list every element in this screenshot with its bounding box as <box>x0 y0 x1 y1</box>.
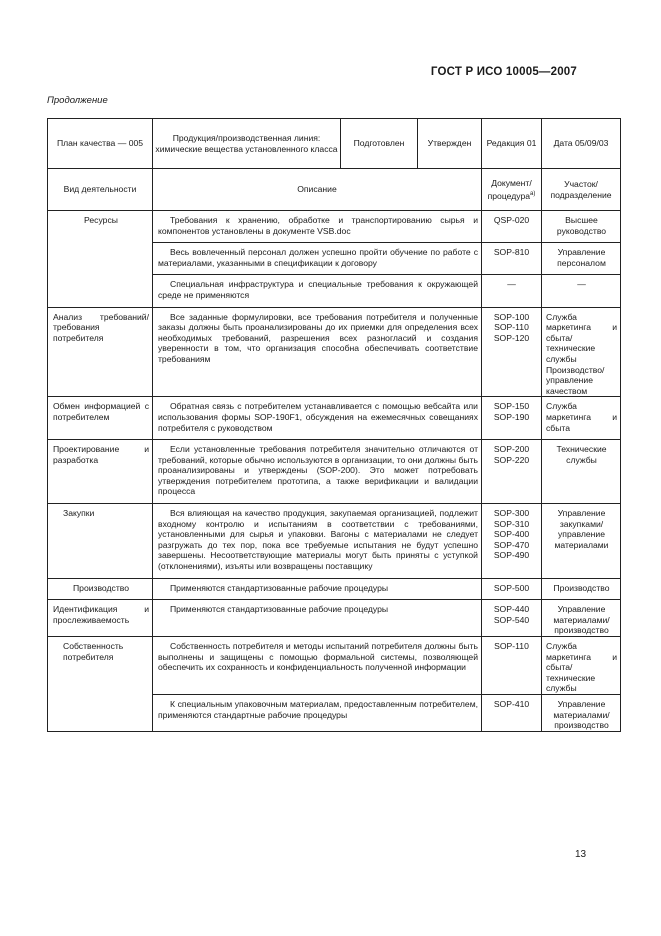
column-document-label: Документ/ процедура <box>487 177 532 201</box>
description-cell: Обратная связь с потребителем устанавливается с помощью вебсайта или использования формы SOP-190F1, обсуждения на ежемесячных совещаниях потребителя с руководством <box>153 397 482 440</box>
header-revision: Редакция 01 <box>482 119 542 169</box>
unit-cell: Управление персоналом <box>542 243 621 275</box>
document-cell: SOP-300 SOP-310 SOP-400 SOP-470 SOP-490 <box>482 504 542 579</box>
description-cell: Весь вовлеченный персонал должен успешно пройти обучение по работе с материалами, указанными в спецификации к договору <box>153 243 482 275</box>
column-document <box>482 169 542 211</box>
activity-resources: Ресурсы <box>48 211 153 308</box>
unit-cell: Технические службы <box>542 440 621 504</box>
description-cell: Специальная инфраструктура и специальные требования к окружающей среде не применяются <box>153 275 482 307</box>
description-cell: Если установленные требования потребителя значительно отличаются от требований, которые обычно используются в организации, то они должны быть проанализированы и утверждены (SOP-200). Это может потребовать утверждения потребителем прототипа, а также верификации и валидации процесса <box>153 440 482 504</box>
unit-cell: Высшее руководство <box>542 211 621 243</box>
table-row <box>48 211 621 243</box>
column-activity: Вид деятельности <box>48 169 153 211</box>
footnote-marker: а) <box>530 190 536 197</box>
unit-cell: Производство <box>542 578 621 600</box>
unit-cell: Управление материалами/ производство <box>542 694 621 731</box>
continuation-label: Продолжение <box>47 95 108 106</box>
table-row <box>48 637 621 695</box>
activity-production: Производство <box>48 578 153 600</box>
header-plan: План качества — 005 <box>48 119 153 169</box>
header-date: Дата 05/09/03 <box>542 119 621 169</box>
activity-requirements-review: Анализ требований/требования потребителя <box>48 307 153 397</box>
table-row <box>48 504 621 579</box>
description-cell: Собственность потребителя и методы испытаний потребителя должны быть выполнены и защищены с помощью формальной системы, позволяющей обеспечить их сохранность и конфиденциальность полученной информации <box>153 637 482 695</box>
table-row <box>48 578 621 600</box>
table-row <box>48 397 621 440</box>
unit-cell: Служба маркетинга и сбыта <box>542 397 621 440</box>
unit-cell: — <box>542 275 621 307</box>
document-cell: SOP-110 <box>482 637 542 695</box>
activity-identification: Идентификация и прослеживаемость <box>48 600 153 637</box>
header-approved: Утвержден <box>418 119 482 169</box>
table-row <box>48 600 621 637</box>
activity-design: Проектирование и разработка <box>48 440 153 504</box>
unit-cell: Служба маркетинга и сбыта/ технические службы Производство/ управление качеством <box>542 307 621 397</box>
document-cell: SOP-410 <box>482 694 542 731</box>
document-cell: SOP-200 SOP-220 <box>482 440 542 504</box>
unit-cell: Управление материалами/ производство <box>542 600 621 637</box>
activity-customer-communication: Обмен информацией с потребителем <box>48 397 153 440</box>
document-cell: QSP-020 <box>482 211 542 243</box>
description-cell: К специальным упаковочным материалам, предоставленным потребителем, применяются стандартные рабочие процедуры <box>153 694 482 731</box>
quality-plan-table <box>47 118 621 732</box>
document-cell: SOP-810 <box>482 243 542 275</box>
activity-purchasing: Закупки <box>48 504 153 579</box>
column-description: Описание <box>153 169 482 211</box>
table-row <box>48 307 621 397</box>
table-row <box>48 440 621 504</box>
header-product: Продукция/производственная линия: химические вещества установленного класса <box>153 119 341 169</box>
document-cell: — <box>482 275 542 307</box>
unit-cell: Управление закупками/ управление материалами <box>542 504 621 579</box>
description-cell: Применяются стандартизованные рабочие процедуры <box>153 578 482 600</box>
description-cell: Применяются стандартизованные рабочие процедуры <box>153 600 482 637</box>
standard-designation: ГОСТ Р ИСО 10005—2007 <box>430 66 577 78</box>
description-cell: Все заданные формулировки, все требования потребителя и полученные заказы должны быть проанализированы до их приемки для определения всех необходимых требований, разрешения всех разногласий и создания уверенности в том, что организация способна обеспечивать соответствие требованиям <box>153 307 482 397</box>
column-unit: Участок/ подразделение <box>542 169 621 211</box>
unit-cell: Служба маркетинга и сбыта/ технические службы <box>542 637 621 695</box>
description-cell: Вся влияющая на качество продукция, закупаемая организацией, подлежит входному контролю и испытаниям в соответствии с требованиями, установленными для сырья и упаковки. Вагоны с материалами не следует разгружать до тех пор, пока все требуемые испытания не будут успешно завершены. Несоответствующие материалы могут быть приняты с уступкой (отклонениями), изъяты или возвращены поставщику <box>153 504 482 579</box>
description-cell: Требования к хранению, обработке и транспортированию сырья и компонентов установлены в документе VSB.doc <box>153 211 482 243</box>
document-cell: SOP-500 <box>482 578 542 600</box>
activity-customer-property: Собственность потребителя <box>48 637 153 732</box>
document-cell: SOP-150 SOP-190 <box>482 397 542 440</box>
header-prepared: Подготовлен <box>341 119 418 169</box>
document-cell: SOP-440 SOP-540 <box>482 600 542 637</box>
document-cell: SOP-100 SOP-110 SOP-120 <box>482 307 542 397</box>
page-number: 13 <box>575 849 587 860</box>
